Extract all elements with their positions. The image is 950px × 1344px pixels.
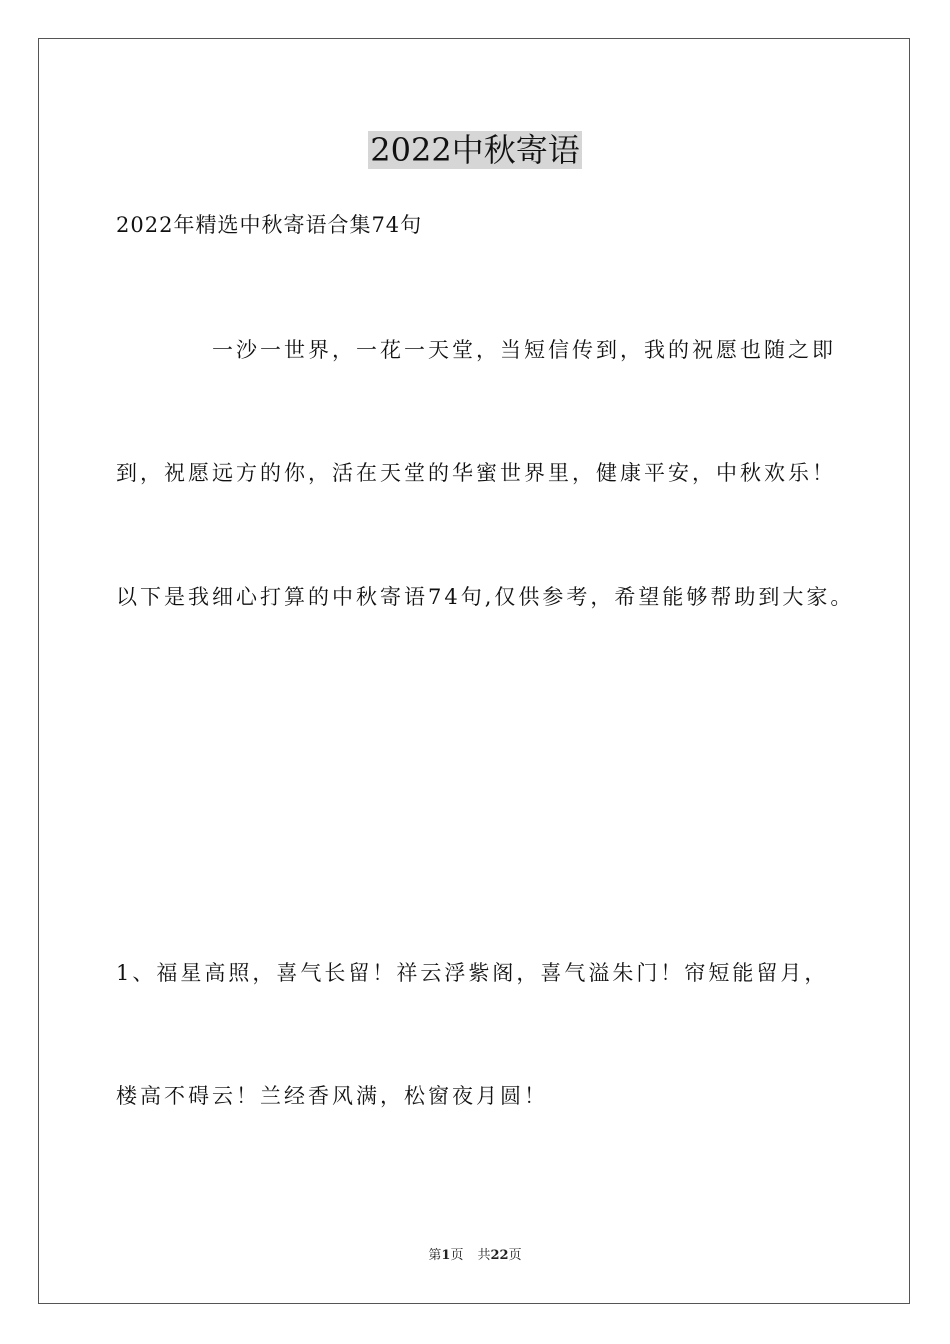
footer-page-prefix: 第 xyxy=(428,1248,442,1263)
document-title xyxy=(0,128,950,172)
intro-paragraph-line-1: 一沙一世界，一花一天堂，当短信传到，我的祝愿也随之即 xyxy=(212,338,836,362)
item-1-line-2: 楼高不碍云！兰经香风满，松窗夜月圆！ xyxy=(116,1084,548,1108)
footer-total-prefix: 共 xyxy=(477,1248,491,1263)
footer-total-suffix: 页 xyxy=(508,1248,522,1263)
footer-page-number: 1 xyxy=(441,1248,451,1263)
document-title-text: 2022中秋寄语 xyxy=(370,131,580,169)
intro-paragraph-line-2: 到，祝愿远方的你，活在天堂的华蜜世界里，健康平安，中秋欢乐！ xyxy=(116,461,836,485)
item-1-line-1: 1、福星高照，喜气长留！祥云浮紫阁，喜气溢朱门！帘短能留月， xyxy=(116,961,829,985)
summary-paragraph: 以下是我细心打算的中秋寄语74句,仅供参考，希望能够帮助到大家。 xyxy=(116,585,855,609)
footer-total-pages: 22 xyxy=(490,1248,509,1263)
page-footer xyxy=(0,1247,950,1265)
footer-page-suffix: 页 xyxy=(450,1248,464,1263)
document-subtitle: 2022年精选中秋寄语合集74句 xyxy=(116,213,423,237)
